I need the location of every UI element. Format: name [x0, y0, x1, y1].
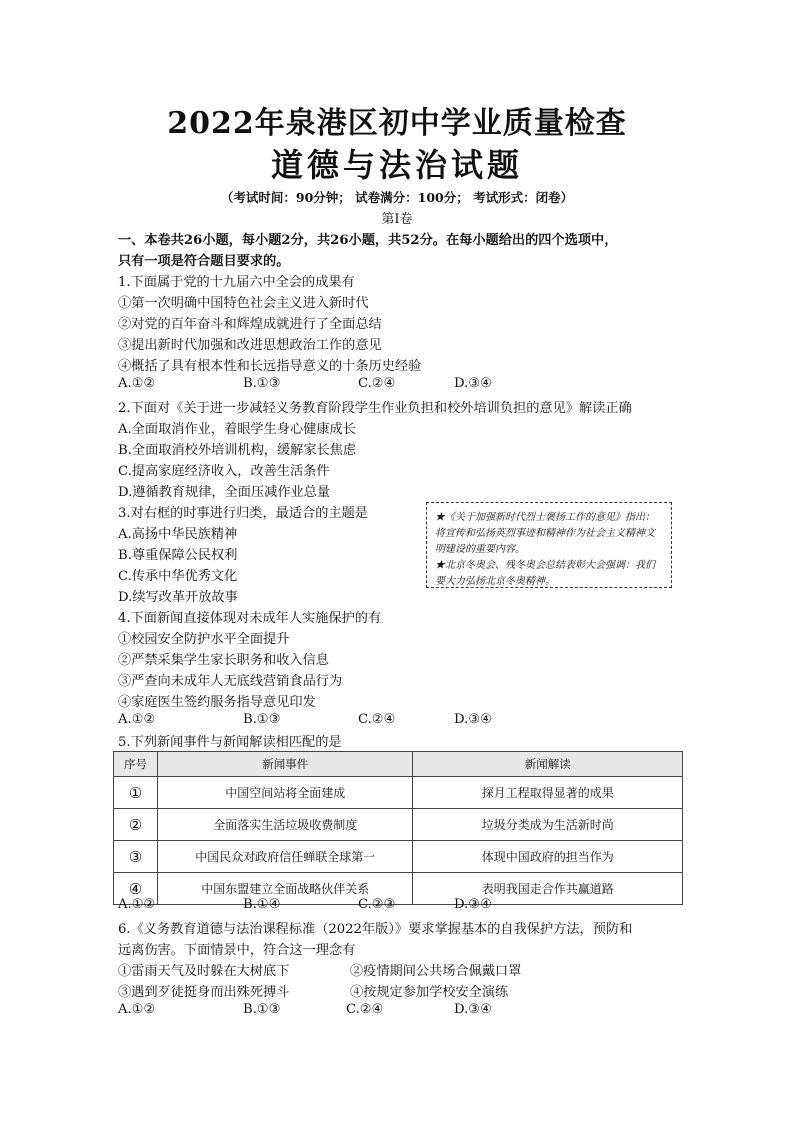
table-row [114, 777, 683, 809]
question-4-item: ③严查向未成年人无底线营销食品行为 [118, 674, 343, 689]
table-cell: 探月工程取得显著的成果 [413, 777, 683, 809]
table-cell: 体现中国政府的担当作为 [413, 841, 683, 873]
question-5-stem: 5.下列新闻事件与新闻解读相匹配的是 [118, 735, 342, 750]
question-1-option-b: B.①③ [243, 376, 281, 391]
question-6-option-c: C.②④ [346, 1002, 384, 1017]
question-4-option-d: D.③④ [454, 712, 492, 727]
question-2-stem: 2.下面对《关于进一步减轻义务教育阶段学生作业负担和校外培训负担的意见》解读正确 [118, 401, 632, 416]
news-material-box [426, 502, 672, 588]
table-cell: 中国空间站将全面建成 [157, 777, 413, 809]
column-header: 序号 [114, 752, 158, 777]
question-5-option-b: B.①④ [243, 897, 281, 912]
subject-title: 道德与法治试题 [270, 146, 523, 184]
table-cell: 垃圾分类成为生活新时尚 [413, 809, 683, 841]
question-3-option-b: B.尊重保障公民权利 [118, 548, 238, 563]
table-cell: 全面落实生活垃圾收费制度 [157, 809, 413, 841]
question-6-item: ②疫情期间公共场合佩戴口罩 [350, 964, 522, 979]
question-4-option-c: C.②④ [358, 712, 396, 727]
question-6-item: ③遇到歹徒挺身而出殊死搏斗 [118, 985, 290, 1000]
question-1-item: ③提出新时代加强和改进思想政治工作的意见 [118, 338, 382, 353]
question-6-option-a: A.①② [118, 1002, 156, 1017]
question-1-option-a: A.①② [118, 376, 156, 391]
question-3-option-d: D.续写改革开放故事 [118, 590, 238, 605]
question-5-option-d: D.③④ [454, 897, 492, 912]
question-4-stem: 4.下面新闻直接体现对未成年人实施保护的有 [118, 611, 382, 626]
news-material-item: ★《关于加强新时代烈士褒扬工作的意见》指出：将宣传和弘扬英烈事迹和精神作为社会主义精神文明建设的重要内容。 [435, 512, 655, 555]
question-1-item: ①第一次明确中国特色社会主义进入新时代 [118, 296, 369, 311]
table-cell: ② [114, 809, 158, 841]
question-6-option-b: B.①③ [243, 1002, 281, 1017]
table-cell: ④ [114, 873, 158, 905]
question-1-option-d: D.③④ [454, 376, 492, 391]
question-4-option-a: A.①② [118, 712, 156, 727]
news-material-item: ★北京冬奥会、残冬奥会总结表彰大会强调：我们要大力弘扬北京冬奥精神。 [435, 560, 655, 587]
question-2-option-d: D.遵循教育规律，全面压减作业总量 [118, 485, 331, 500]
table-row [114, 841, 683, 873]
table-row [114, 809, 683, 841]
question-4-item: ④家庭医生签约服务指导意见印发 [118, 695, 316, 710]
question-5-option-a: A.①② [118, 897, 156, 912]
question-1-stem: 1.下面属于党的十九届六中全会的成果有 [118, 275, 355, 290]
section-instruction-line2: 只有一项是符合题目要求的。 [118, 254, 290, 269]
question-3-option-a: A.高扬中华民族精神 [118, 527, 238, 542]
table-cell: ③ [114, 841, 158, 873]
question-6-stem: 6.《义务教育道德与法治课程标准（2022年版）》要求掌握基本的自我保护方法，预防和 [118, 922, 633, 937]
column-header: 新闻事件 [157, 752, 413, 777]
question-2-option-a: A.全面取消作业，着眼学生身心健康成长 [118, 422, 356, 437]
table-cell: 中国民众对政府信任蝉联全球第一 [157, 841, 413, 873]
section-instruction-line1: 一、本卷共26小题，每小题2分，共26小题，共52分。在每小题给出的四个选项中， [118, 233, 618, 248]
question-3-stem: 3.对右框的时事进行归类，最适合的主题是 [118, 506, 368, 521]
question-2-option-b: B.全面取消校外培训机构，缓解家长焦虑 [118, 443, 357, 458]
table-row [114, 873, 683, 905]
table-cell: 表明我国走合作共赢道路 [413, 873, 683, 905]
question-5-option-c: C.②③ [358, 897, 396, 912]
column-header: 新闻解读 [413, 752, 683, 777]
table-cell: 中国东盟建立全面战略伙伴关系 [157, 873, 413, 905]
news-table [113, 751, 683, 905]
exam-title: 2022年泉港区初中学业质量检查 [167, 106, 627, 141]
question-3-option-c: C.传承中华优秀文化 [118, 569, 238, 584]
exam-info: （考试时间：90分钟； 试卷满分：100分； 考试形式：闭卷） [220, 190, 574, 205]
question-6-item: ①雷雨天气及时躲在大树底下 [118, 964, 290, 979]
table-cell: ① [114, 777, 158, 809]
question-6-item: ④按规定参加学校安全演练 [350, 985, 509, 1000]
question-4-option-b: B.①③ [243, 712, 281, 727]
question-1-item: ②对党的百年奋斗和辉煌成就进行了全面总结 [118, 317, 382, 332]
question-4-item: ①校园安全防护水平全面提升 [118, 632, 290, 647]
question-2-option-c: C.提高家庭经济收入，改善生活条件 [118, 464, 330, 479]
question-6-stem-cont: 远离伤害。下面情景中，符合这一理念有 [118, 943, 356, 958]
question-1-item: ④概括了具有根本性和长远指导意义的十条历史经验 [118, 359, 422, 374]
table-header-row [114, 752, 683, 777]
question-1-option-c: C.②④ [358, 376, 396, 391]
question-4-item: ②严禁采集学生家长职务和收入信息 [118, 653, 329, 668]
volume-label: 第Ⅰ卷 [381, 212, 413, 227]
question-6-option-d: D.③④ [454, 1002, 492, 1017]
